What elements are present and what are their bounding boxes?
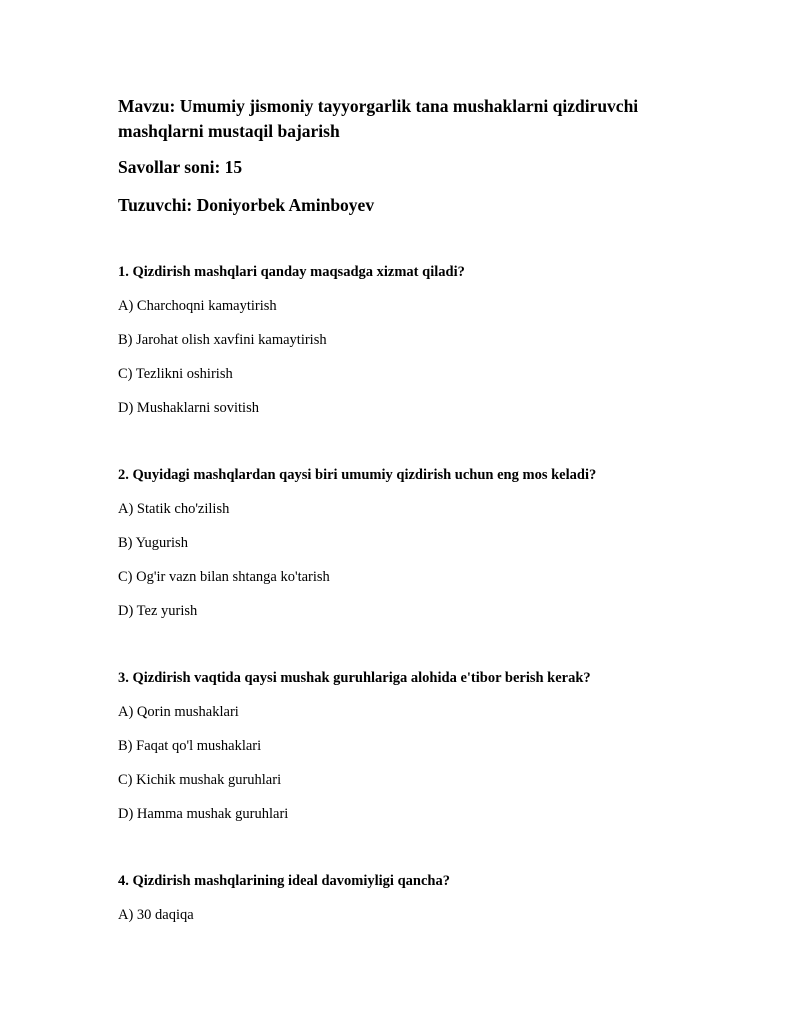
question-count: Savollar soni: 15 (118, 157, 243, 177)
question-2 (118, 465, 718, 621)
question-text: 4. Qizdirish mashqlarining ideal davomiyligi qancha? (118, 873, 450, 889)
answer-option-b: B) Yugurish (118, 535, 188, 551)
question-3 (118, 668, 718, 824)
answer-option-d: D) Mushaklarni sovitish (118, 400, 259, 416)
answer-option-a: A) Statik cho'zilish (118, 501, 230, 517)
document-title: Mavzu: Umumiy jismoniy tayyorgarlik tana mushaklarni qizdiruvchi mashqlarni mustaqil bajarish (118, 96, 639, 141)
question-text: 2. Quyidagi mashqlardan qaysi biri umumiy qizdirish uchun eng mos keladi? (118, 467, 597, 483)
answer-option-a: A) Qorin mushaklari (118, 704, 239, 720)
answer-option-c: C) Og'ir vazn bilan shtanga ko'tarish (118, 569, 330, 585)
answer-option-a: A) Charchoqni kamaytirish (118, 298, 277, 314)
answer-option-b: B) Faqat qo'l mushaklari (118, 738, 262, 754)
question-4 (118, 871, 718, 925)
answer-option-c: C) Tezlikni oshirish (118, 366, 233, 382)
question-1 (118, 262, 718, 418)
answer-option-d: D) Hamma mushak guruhlari (118, 806, 289, 822)
question-text: 1. Qizdirish mashqlari qanday maqsadga xizmat qiladi? (118, 264, 465, 280)
answer-option-d: D) Tez yurish (118, 603, 198, 619)
question-text: 3. Qizdirish vaqtida qaysi mushak guruhlariga alohida e'tibor berish kerak? (118, 670, 591, 686)
answer-option-b: B) Jarohat olish xavfini kamaytirish (118, 332, 327, 348)
answer-option-c: C) Kichik mushak guruhlari (118, 772, 282, 788)
answer-option-a: A) 30 daqiqa (118, 907, 194, 923)
author: Tuzuvchi: Doniyorbek Aminboyev (118, 195, 375, 215)
